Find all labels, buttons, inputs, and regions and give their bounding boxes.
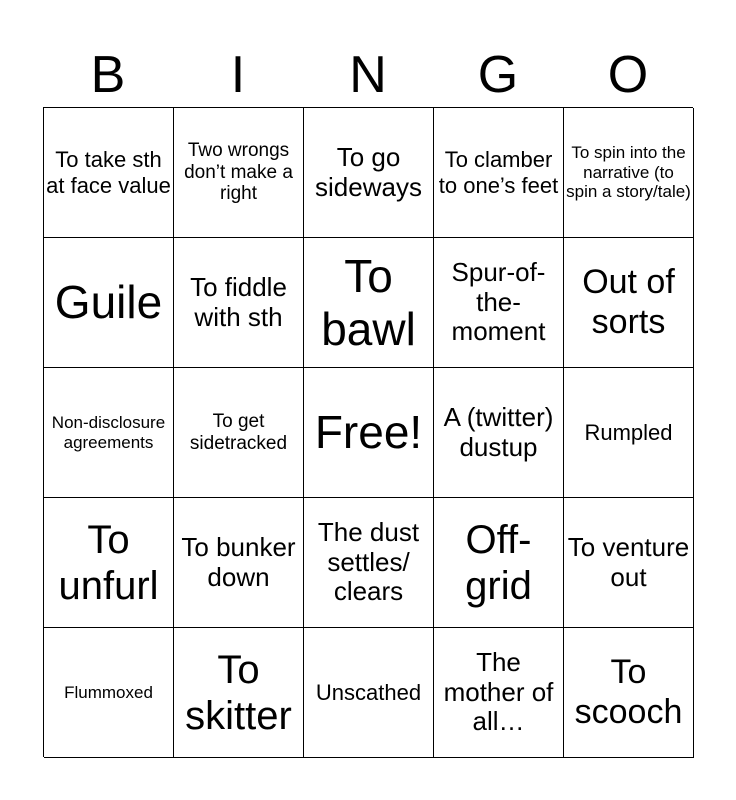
- bingo-cell[interactable]: [564, 498, 694, 628]
- header-letter-i: I: [230, 46, 246, 104]
- bingo-cell[interactable]: [174, 368, 304, 498]
- cell-text: The dust settles/ clears: [317, 516, 420, 607]
- free-cell[interactable]: [304, 368, 434, 498]
- bingo-cell[interactable]: [434, 498, 564, 628]
- bingo-cell[interactable]: [304, 498, 434, 628]
- cell-text: Out of sorts: [582, 263, 675, 341]
- bingo-cell[interactable]: [44, 498, 174, 628]
- cell-text: Non-disclosure agreements: [51, 412, 166, 452]
- header-letter-o: O: [607, 46, 649, 104]
- cell-text: A (twitter) dustup: [443, 401, 554, 462]
- cell-text: To spin into the narrative (to spin a story/tale): [566, 143, 691, 202]
- header-letter-n: N: [349, 46, 387, 104]
- header-letter-b: B: [90, 46, 126, 104]
- cell-text: Off-grid: [465, 517, 532, 608]
- header-letter-g: G: [477, 46, 519, 104]
- bingo-cell[interactable]: [434, 628, 564, 758]
- bingo-cell[interactable]: [434, 238, 564, 368]
- bingo-cell[interactable]: [304, 238, 434, 368]
- bingo-cell[interactable]: [44, 238, 174, 368]
- bingo-cell[interactable]: [174, 498, 304, 628]
- cell-text: Rumpled: [584, 419, 673, 445]
- bingo-cell[interactable]: [44, 368, 174, 498]
- bingo-card: [43, 107, 693, 757]
- cell-text: Two wrongs don’t make a right: [184, 139, 293, 205]
- cell-text: To bawl: [321, 249, 416, 355]
- bingo-cell[interactable]: [304, 628, 434, 758]
- cell-text: To clamber to one’s feet: [438, 147, 559, 198]
- cell-text: To get sidetracked: [189, 410, 288, 454]
- cell-text: Spur-of-the-moment: [451, 256, 546, 347]
- bingo-cell[interactable]: [434, 368, 564, 498]
- cell-text: To fiddle with sth: [190, 271, 287, 332]
- cell-text: To take sth at face value: [46, 147, 171, 198]
- bingo-cell[interactable]: [44, 108, 174, 238]
- cell-text: To unfurl: [58, 517, 159, 608]
- bingo-header: [43, 42, 693, 108]
- bingo-cell[interactable]: [44, 628, 174, 758]
- cell-text: To bunker down: [181, 531, 296, 592]
- bingo-cell[interactable]: [434, 108, 564, 238]
- bingo-cell[interactable]: [174, 108, 304, 238]
- bingo-cell[interactable]: [174, 628, 304, 758]
- cell-text: Flummoxed: [64, 682, 153, 702]
- bingo-cell[interactable]: [304, 108, 434, 238]
- bingo-cell[interactable]: [174, 238, 304, 368]
- cell-text: Free!: [314, 406, 423, 459]
- cell-text: Guile: [54, 276, 163, 329]
- cell-text: To skitter: [185, 647, 292, 738]
- cell-text: To scooch: [574, 653, 683, 731]
- bingo-cell[interactable]: [564, 108, 694, 238]
- bingo-cell[interactable]: [564, 238, 694, 368]
- bingo-cell[interactable]: [564, 628, 694, 758]
- bingo-cell[interactable]: [564, 368, 694, 498]
- cell-text: The mother of all…: [443, 646, 554, 737]
- cell-text: To venture out: [567, 531, 690, 592]
- cell-text: To go sideways: [315, 141, 422, 202]
- cell-text: Unscathed: [315, 679, 422, 705]
